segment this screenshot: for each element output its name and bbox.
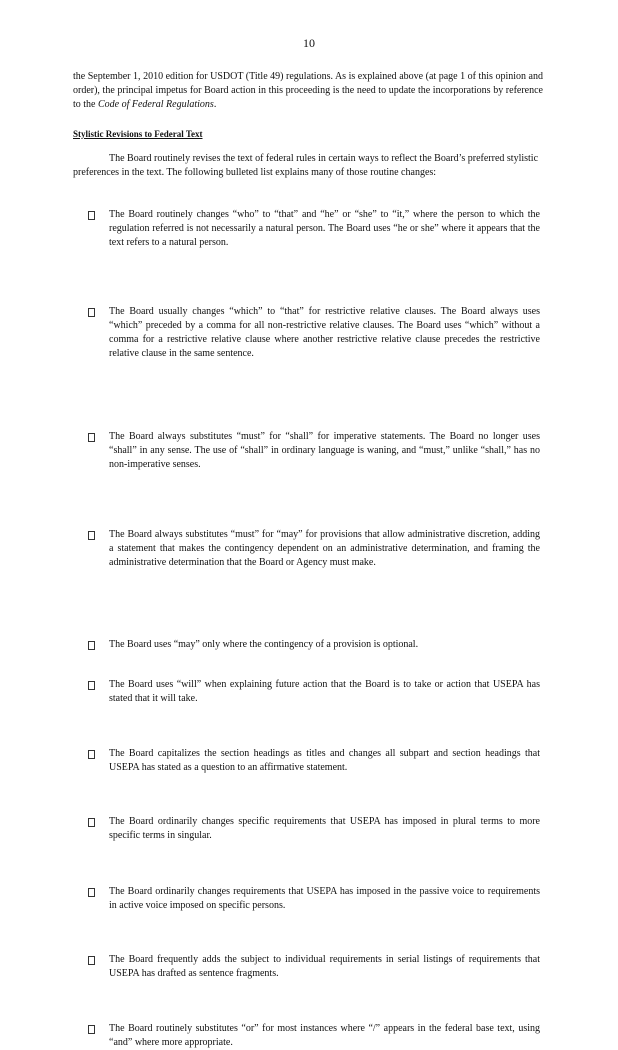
list-item xyxy=(88,815,540,843)
intro-end: . xyxy=(213,99,217,110)
list-item-text: The Board frequently adds the subject to individual requirements in serial listings of requirements that USEPA has drafted as sentence fragments. xyxy=(109,954,540,979)
bullet-box-icon xyxy=(88,211,95,220)
list-item xyxy=(88,638,540,652)
list-item xyxy=(88,747,540,775)
bullet-box-icon xyxy=(88,308,95,317)
bulleted-list xyxy=(88,208,540,1048)
bullet-box-icon xyxy=(88,888,95,897)
list-item xyxy=(88,1022,540,1050)
intro-text: the September 1, 2010 edition for USDOT (Title 49) regulations. As is explained above (at page 1 of this opinion and order), the principal impetus for Board action in this proceeding is the need to update the incorporations by reference to the xyxy=(73,71,543,110)
list-item-text: The Board routinely substitutes “or” for most instances where “/” appears in the federal base text, using “and” where more appropriate. xyxy=(109,1023,540,1048)
bullet-box-icon xyxy=(88,681,95,690)
list-item xyxy=(88,953,540,981)
list-item xyxy=(88,208,540,250)
list-item-text: The Board routinely changes “who” to “that” and “he” or “she” to “it,” where the person to which the regulation referred is not necessarily a natural person. The Board uses “he or she” where it appears that the text refers to a natural person. xyxy=(109,209,540,248)
list-item xyxy=(88,430,540,472)
bullet-box-icon xyxy=(88,818,95,827)
list-item-text: The Board uses “may” only where the contingency of a provision is optional. xyxy=(109,639,419,650)
list-item-text: The Board uses “will” when explaining future action that the Board is to take or action that USEPA has stated that it will take. xyxy=(109,679,540,704)
lead-paragraph: The Board routinely revises the text of federal rules in certain ways to reflect the Board’s preferred stylistic preferences in the text. The following bulleted list explains many of those routine changes: xyxy=(73,153,539,178)
page-number: 10 xyxy=(303,36,315,50)
intro-paragraph xyxy=(73,70,543,112)
list-item-text: The Board always substitutes “must” for “may” for provisions that allow administrative discretion, adding a statement that makes the contingency dependent on an administrative determination, and framing the administrative determination that the Board or Agency must make. xyxy=(109,529,540,568)
list-item xyxy=(88,885,540,913)
list-item-text: The Board ordinarily changes requirements that USEPA has imposed in the passive voice to requirements in active voice imposed on specific persons. xyxy=(109,886,540,911)
list-item-text: The Board capitalizes the section headings as titles and changes all subpart and section headings that USEPA has stated as a question to an affirmative statement. xyxy=(109,748,540,773)
bullet-box-icon xyxy=(88,641,95,650)
bullet-box-icon xyxy=(88,1025,95,1034)
bullet-box-icon xyxy=(88,531,95,540)
section-heading: Stylistic Revisions to Federal Text xyxy=(73,129,203,139)
list-item xyxy=(88,305,540,361)
intro-citation: Code of Federal Regulations xyxy=(98,99,214,110)
list-item xyxy=(88,528,540,570)
list-item xyxy=(88,678,540,706)
bullet-box-icon xyxy=(88,433,95,442)
list-item-text: The Board ordinarily changes specific requirements that USEPA has imposed in plural terms to more specific terms in singular. xyxy=(109,816,540,841)
bullet-box-icon xyxy=(88,956,95,965)
bullet-box-icon xyxy=(88,750,95,759)
list-item-text: The Board always substitutes “must” for “shall” for imperative statements. The Board no longer uses “shall” in any sense. The use of “shall” in ordinary language is waning, and “must,” unlike “shall,” has no non-imperative senses. xyxy=(109,431,540,470)
list-item-text: The Board usually changes “which” to “that” for restrictive relative clauses. The Board always uses “which” preceded by a comma for all non-restrictive relative clauses. The Board uses “which” without a comma for a restrictive relative clause where another restrictive relative clause precedes the restrictive relative clause in the same sentence. xyxy=(109,306,540,359)
